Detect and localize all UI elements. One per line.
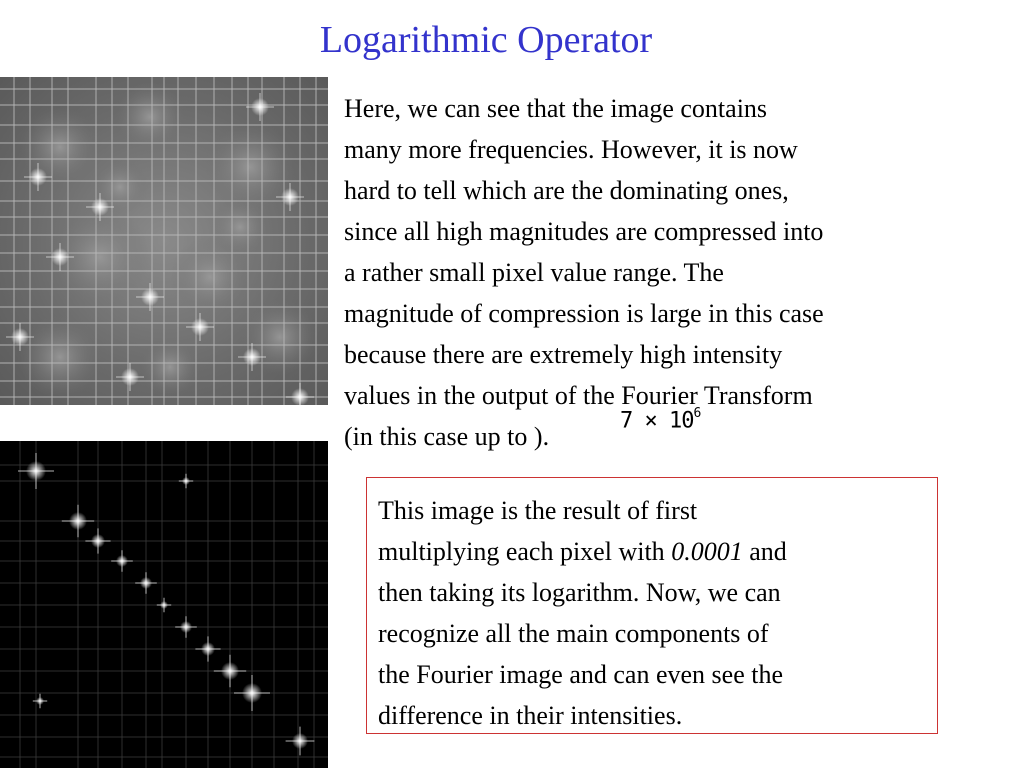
- note-text: multiplying each pixel with: [378, 537, 672, 566]
- note-line: then taking its logarithm. Now, we can: [378, 578, 781, 607]
- note-text: and: [742, 537, 787, 566]
- note-line: This image is the result of first: [378, 496, 698, 525]
- paragraph-line: since all high magnitudes are compressed into: [344, 217, 824, 246]
- note-line: recognize all the main components of: [378, 619, 769, 648]
- paragraph-line: many more frequencies. However, it is now: [344, 135, 798, 164]
- paragraph-line: because there are extremely high intensity: [344, 340, 783, 369]
- explanation-paragraph: [344, 88, 984, 457]
- formula-base: 7 × 10: [620, 408, 694, 434]
- formula-exponent: 6: [693, 406, 701, 421]
- note-line: the Fourier image and can even see the: [378, 660, 783, 689]
- log-transformed-spectrum-image: [0, 441, 328, 768]
- max-value-formula: [620, 408, 700, 433]
- scale-factor: 0.0001: [671, 537, 743, 566]
- slide-title: Logarithmic Operator: [319, 19, 653, 61]
- paragraph-line: (in this case up to ).: [344, 422, 550, 451]
- paragraph-line: values in the output of the Fourier Transform: [344, 381, 813, 410]
- paragraph-line: Here, we can see that the image contains: [344, 94, 768, 123]
- note-line: [378, 531, 937, 572]
- paragraph-line: a rather small pixel value range. The: [344, 258, 724, 287]
- fourier-spectrum-image: [0, 77, 328, 405]
- note-box: [366, 477, 938, 734]
- paragraph-line: magnitude of compression is large in this case: [344, 299, 824, 328]
- paragraph-line: hard to tell which are the dominating ones,: [344, 176, 789, 205]
- note-line: difference in their intensities.: [378, 701, 683, 730]
